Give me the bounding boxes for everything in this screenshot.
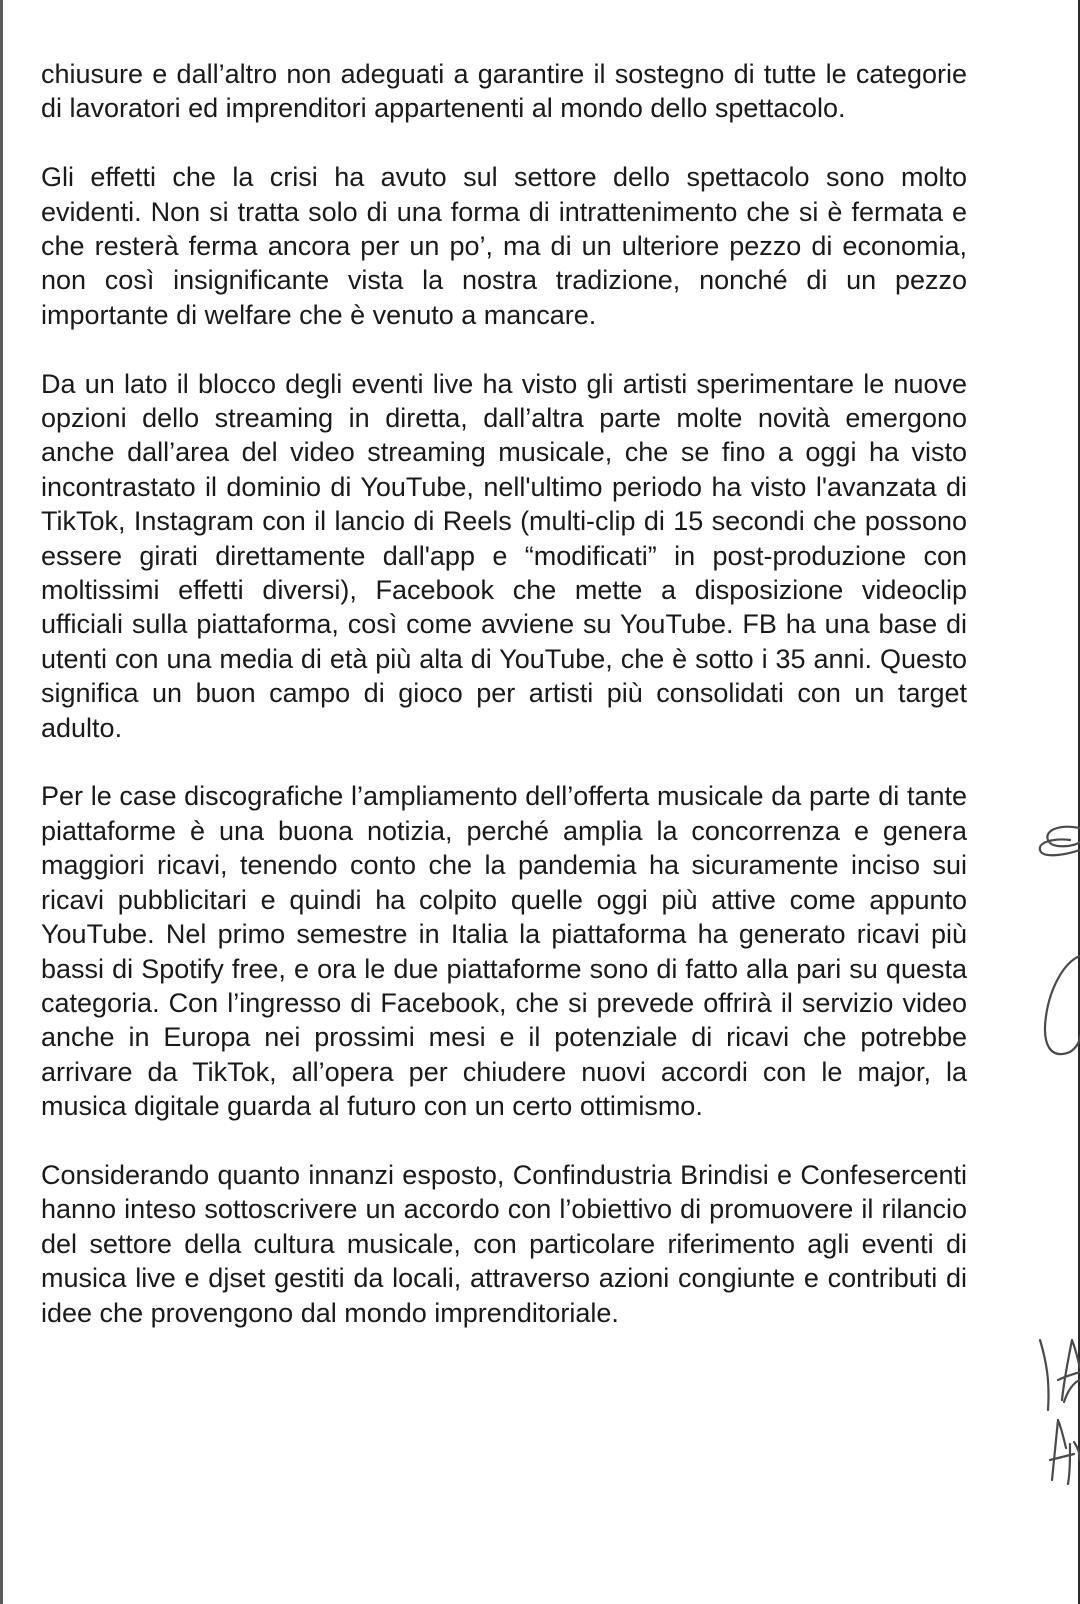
paragraph-1: chiusure e dall’altro non adeguati a garantire il sostegno di tutte le categorie di lavoratori ed imprenditori appartenenti al mondo dello spettacolo. bbox=[41, 59, 967, 124]
signature-stroke-3 bbox=[1058, 1340, 1080, 1402]
signature-stroke-4 bbox=[1050, 1420, 1080, 1484]
paragraph-2: Gli effetti che la crisi ha avuto sul settore dello spettacolo sono molto evidenti. Non si tratta solo di una forma di intrattenimento che si è fermata e che resterà ferma ancora per un po’, ma di un ulteriore pezzo di economia, non così insignificante vista la nostra tradizione, nonché di un pezzo importante di welfare che è venuto a mancare. bbox=[41, 162, 967, 330]
paragraph-4: Per le case discografiche l’ampliamento dell’offerta musicale da parte di tante piattaforme è una buona notizia, perché amplia la concorrenza e genera maggiori ricavi, tenendo conto che la pandemia ha sicuramente inciso sui ricavi pubblicitari e quindi ha colpito quelle oggi più attive come appunto YouTube. Nel primo semestre in Italia la piattaforma ha generato ricavi più bassi di Spotify free, e ora le due piattaforme sono di fatto alla pari su questa categoria. Con l’ingresso di Facebook, che si prevede offrirà il servizio video anche in Europa nei prossimi mesi e il potenziale di ricavi che potrebbe arrivare da TikTok, all’opera per chiudere nuovi accordi con le major, la musica digitale guarda al futuro con un certo ottimismo. bbox=[41, 781, 967, 1122]
paragraph-3: Da un lato il blocco degli eventi live ha visto gli artisti sperimentare le nuove opzioni dello streaming in diretta, dall’altra parte molte novità emergono anche dall’area del video streaming musicale, che se fino a oggi ha visto incontrastato il dominio di YouTube, nell'ultimo periodo ha visto l'avanzata di TikTok, Instagram con il lancio di Reels (multi-clip di 15 secondi che possono essere girati direttamente dall'app e “modificati” in post-produzione con moltissimi effetti diversi), Facebook che mette a disposizione videoclip ufficiali sulla piattaforma, così come avviene su YouTube. FB ha una base di utenti con una media di età più alta di YouTube, che è sotto i 35 anni. Questo significa un buon campo di gioco per artisti più consolidati con un target adulto. bbox=[41, 368, 967, 743]
signature-stroke-2 bbox=[1045, 956, 1080, 1054]
margin-signature-marks bbox=[1010, 820, 1080, 1540]
body-text bbox=[41, 57, 967, 1330]
signature-stroke-1 bbox=[1040, 827, 1080, 856]
page-edge-left bbox=[0, 0, 3, 1604]
signature-stroke-5 bbox=[1040, 1340, 1049, 1410]
paragraph-5: Considerando quanto innanzi esposto, Confindustria Brindisi e Confesercenti hanno inteso sottoscrivere un accordo con l’obiettivo di promuovere il rilancio del settore della cultura musicale, con particolare riferimento agli eventi di musica live e djset gestiti da locali, attraverso azioni congiunte e contributi di idee che provengono dal mondo imprenditoriale. bbox=[41, 1159, 967, 1328]
